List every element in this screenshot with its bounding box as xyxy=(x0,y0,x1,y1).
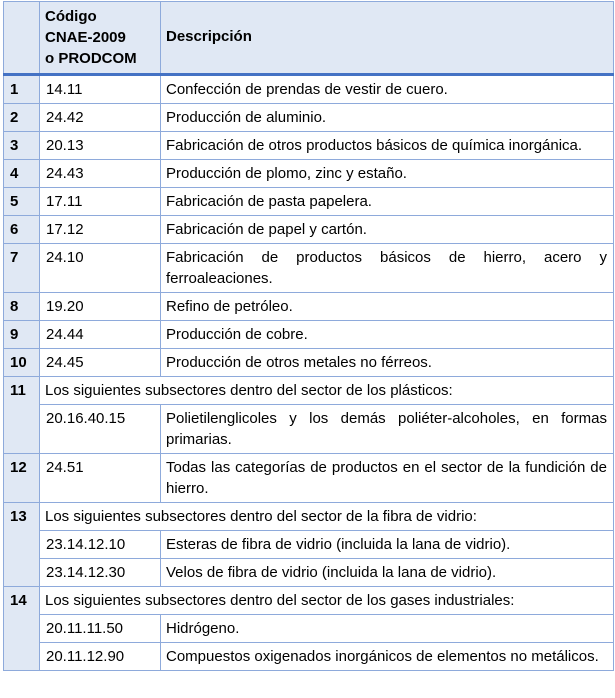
row-number: 3 xyxy=(4,132,40,160)
row-group-label: Los siguientes subsectores dentro del sector de la fibra de vidrio: xyxy=(40,503,614,531)
header-code-line: o PRODCOM xyxy=(45,50,137,67)
row-code: 24.51 xyxy=(40,454,161,503)
row-number: 1 xyxy=(4,75,40,104)
row-group-label: Los siguientes subsectores dentro del sector de los gases industriales: xyxy=(40,587,614,615)
row-group-label: Los siguientes subsectores dentro del sector de los plásticos: xyxy=(40,377,614,405)
subrow-code: 23.14.12.30 xyxy=(40,559,161,587)
table-subrow xyxy=(4,615,614,643)
table-row xyxy=(4,293,614,321)
row-number: 13 xyxy=(4,503,40,587)
subrow-description: Hidrógeno. xyxy=(161,615,614,643)
table-row xyxy=(4,188,614,216)
row-description: Producción de plomo, zinc y estaño. xyxy=(161,160,614,188)
row-description: Fabricación de productos básicos de hierro, acero y ferroaleaciones. xyxy=(161,244,614,293)
table-row-group-label xyxy=(4,503,614,531)
row-number: 14 xyxy=(4,587,40,671)
table-row xyxy=(4,216,614,244)
header-code-cell xyxy=(40,2,161,75)
table-row xyxy=(4,104,614,132)
row-description: Producción de cobre. xyxy=(161,321,614,349)
subrow-code: 20.16.40.15 xyxy=(40,405,161,454)
row-description: Producción de otros metales no férreos. xyxy=(161,349,614,377)
subrow-description: Velos de fibra de vidrio (incluida la lana de vidrio). xyxy=(161,559,614,587)
row-description: Fabricación de otros productos básicos de química inorgánica. xyxy=(161,132,614,160)
row-number: 9 xyxy=(4,321,40,349)
subrow-description: Polietilenglicoles y los demás poliéter-alcoholes, en formas primarias. xyxy=(161,405,614,454)
row-code: 24.44 xyxy=(40,321,161,349)
subrow-code: 20.11.12.90 xyxy=(40,643,161,671)
row-code: 24.43 xyxy=(40,160,161,188)
table-subrow xyxy=(4,405,614,454)
row-code: 24.10 xyxy=(40,244,161,293)
sector-table xyxy=(3,1,614,671)
row-number: 6 xyxy=(4,216,40,244)
row-number: 4 xyxy=(4,160,40,188)
row-code: 19.20 xyxy=(40,293,161,321)
row-code: 14.11 xyxy=(40,75,161,104)
row-number: 7 xyxy=(4,244,40,293)
table-row-group-label xyxy=(4,377,614,405)
table-row xyxy=(4,75,614,104)
row-description: Refino de petróleo. xyxy=(161,293,614,321)
table-row xyxy=(4,454,614,503)
row-number: 8 xyxy=(4,293,40,321)
table-row xyxy=(4,244,614,293)
row-description: Fabricación de papel y cartón. xyxy=(161,216,614,244)
row-description: Fabricación de pasta papelera. xyxy=(161,188,614,216)
header-code-line: CNAE-2009 xyxy=(45,29,126,46)
table-row xyxy=(4,132,614,160)
table-row xyxy=(4,160,614,188)
row-code: 24.42 xyxy=(40,104,161,132)
header-code-line: Código xyxy=(45,8,97,25)
subrow-description: Compuestos oxigenados inorgánicos de elementos no metálicos. xyxy=(161,643,614,671)
row-code: 24.45 xyxy=(40,349,161,377)
subrow-code: 20.11.11.50 xyxy=(40,615,161,643)
table-subrow xyxy=(4,643,614,671)
subrow-code: 23.14.12.10 xyxy=(40,531,161,559)
row-code: 20.13 xyxy=(40,132,161,160)
table-row xyxy=(4,321,614,349)
header-number-cell xyxy=(4,2,40,75)
table-subrow xyxy=(4,531,614,559)
table-subrow xyxy=(4,559,614,587)
table-header-row xyxy=(4,2,614,75)
row-number: 5 xyxy=(4,188,40,216)
subrow-description: Esteras de fibra de vidrio (incluida la lana de vidrio). xyxy=(161,531,614,559)
row-description: Producción de aluminio. xyxy=(161,104,614,132)
row-description: Todas las categorías de productos en el sector de la fundición de hierro. xyxy=(161,454,614,503)
row-code: 17.12 xyxy=(40,216,161,244)
row-number: 11 xyxy=(4,377,40,454)
row-number: 2 xyxy=(4,104,40,132)
row-number: 12 xyxy=(4,454,40,503)
table-row-group-label xyxy=(4,587,614,615)
table-row xyxy=(4,349,614,377)
row-number: 10 xyxy=(4,349,40,377)
header-description-cell: Descripción xyxy=(161,2,614,75)
row-code: 17.11 xyxy=(40,188,161,216)
row-description: Confección de prendas de vestir de cuero. xyxy=(161,75,614,104)
